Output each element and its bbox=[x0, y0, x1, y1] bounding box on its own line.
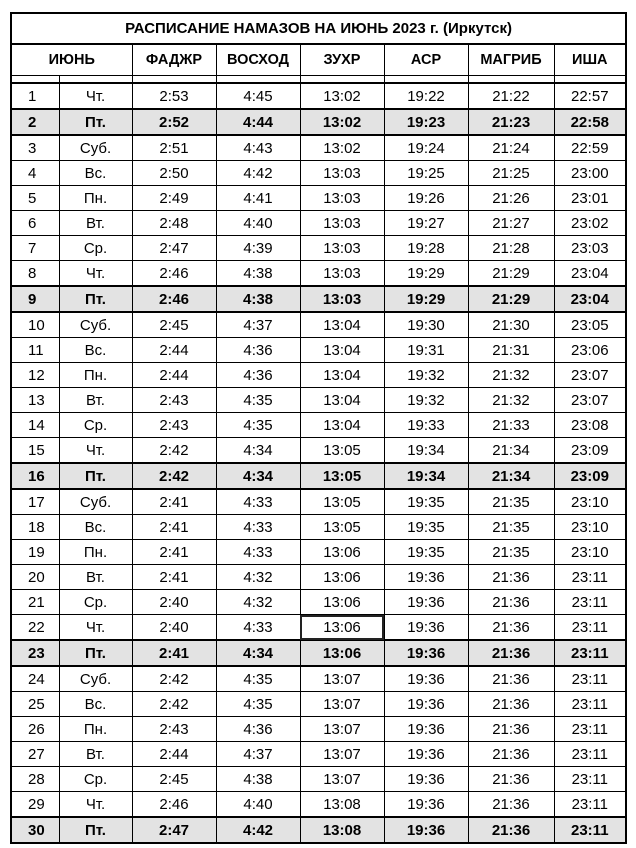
day-number-cell[interactable]: 16 bbox=[11, 463, 59, 489]
zuhr-time-cell[interactable]: 13:04 bbox=[300, 338, 384, 363]
isha-time-cell[interactable]: 23:08 bbox=[554, 413, 626, 438]
day-number-cell[interactable]: 2 bbox=[11, 109, 59, 135]
weekday-cell[interactable]: Вт. bbox=[59, 565, 132, 590]
fajr-time-cell[interactable]: 2:44 bbox=[132, 363, 216, 388]
zuhr-time-cell[interactable]: 13:07 bbox=[300, 692, 384, 717]
table-row bbox=[11, 135, 626, 161]
header-spacer-cell[interactable] bbox=[554, 76, 626, 84]
fajr-time-cell[interactable]: 2:41 bbox=[132, 640, 216, 666]
zuhr-time-cell[interactable]: 13:04 bbox=[300, 312, 384, 338]
weekday-cell[interactable]: Пн. bbox=[59, 363, 132, 388]
day-number-cell[interactable]: 14 bbox=[11, 413, 59, 438]
isha-time-cell[interactable]: 23:11 bbox=[554, 666, 626, 692]
asr-time-cell[interactable]: 19:36 bbox=[384, 742, 468, 767]
sunrise-time-cell[interactable]: 4:40 bbox=[216, 211, 300, 236]
weekday-cell[interactable]: Суб. bbox=[59, 666, 132, 692]
isha-time-cell[interactable]: 23:04 bbox=[554, 286, 626, 312]
zuhr-time-cell[interactable]: 13:05 bbox=[300, 438, 384, 464]
day-number-cell[interactable]: 26 bbox=[11, 717, 59, 742]
isha-time-cell[interactable]: 23:11 bbox=[554, 640, 626, 666]
column-header-maghrib[interactable]: МАГРИБ bbox=[468, 44, 554, 76]
zuhr-time-cell[interactable]: 13:07 bbox=[300, 742, 384, 767]
weekday-cell[interactable]: Пт. bbox=[59, 109, 132, 135]
day-number-cell[interactable]: 25 bbox=[11, 692, 59, 717]
zuhr-time-cell[interactable]: 13:02 bbox=[300, 109, 384, 135]
day-number-cell[interactable]: 11 bbox=[11, 338, 59, 363]
asr-time-cell[interactable]: 19:36 bbox=[384, 565, 468, 590]
zuhr-time-cell[interactable]: 13:04 bbox=[300, 413, 384, 438]
weekday-cell[interactable]: Вс. bbox=[59, 692, 132, 717]
table-row bbox=[11, 666, 626, 692]
zuhr-time-cell[interactable]: 13:04 bbox=[300, 363, 384, 388]
asr-time-cell[interactable]: 19:35 bbox=[384, 540, 468, 565]
table-row bbox=[11, 388, 626, 413]
table-row bbox=[11, 338, 626, 363]
sunrise-time-cell[interactable]: 4:36 bbox=[216, 363, 300, 388]
asr-time-cell[interactable]: 19:24 bbox=[384, 135, 468, 161]
sunrise-time-cell[interactable]: 4:45 bbox=[216, 83, 300, 109]
weekday-cell[interactable]: Пт. bbox=[59, 286, 132, 312]
day-number-cell[interactable]: 7 bbox=[11, 236, 59, 261]
day-number-cell[interactable]: 21 bbox=[11, 590, 59, 615]
table-row bbox=[11, 717, 626, 742]
isha-time-cell[interactable]: 23:11 bbox=[554, 792, 626, 818]
asr-time-cell[interactable]: 19:31 bbox=[384, 338, 468, 363]
sunrise-time-cell[interactable]: 4:38 bbox=[216, 767, 300, 792]
table-row bbox=[11, 236, 626, 261]
maghrib-time-cell[interactable]: 21:35 bbox=[468, 540, 554, 565]
sunrise-time-cell[interactable]: 4:32 bbox=[216, 565, 300, 590]
isha-time-cell[interactable]: 23:05 bbox=[554, 312, 626, 338]
sunrise-time-cell[interactable]: 4:33 bbox=[216, 489, 300, 515]
isha-time-cell[interactable]: 23:11 bbox=[554, 742, 626, 767]
asr-time-cell[interactable]: 19:29 bbox=[384, 261, 468, 287]
asr-time-cell[interactable]: 19:22 bbox=[384, 83, 468, 109]
sunrise-time-cell[interactable]: 4:32 bbox=[216, 590, 300, 615]
fajr-time-cell[interactable]: 2:42 bbox=[132, 438, 216, 464]
column-header-fajr[interactable]: ФАДЖР bbox=[132, 44, 216, 76]
weekday-cell[interactable]: Вс. bbox=[59, 515, 132, 540]
asr-time-cell[interactable]: 19:34 bbox=[384, 463, 468, 489]
header-spacer-cell[interactable] bbox=[468, 76, 554, 84]
asr-time-cell[interactable]: 19:36 bbox=[384, 692, 468, 717]
isha-time-cell[interactable]: 23:11 bbox=[554, 565, 626, 590]
prayer-schedule-table bbox=[10, 12, 627, 844]
fajr-time-cell[interactable]: 2:41 bbox=[132, 489, 216, 515]
table-row bbox=[11, 615, 626, 641]
table-row bbox=[11, 565, 626, 590]
day-number-cell[interactable]: 22 bbox=[11, 615, 59, 641]
header-spacer-cell[interactable] bbox=[59, 76, 132, 84]
fajr-time-cell[interactable]: 2:46 bbox=[132, 286, 216, 312]
header-spacer-cell[interactable] bbox=[300, 76, 384, 84]
weekday-cell[interactable]: Пт. bbox=[59, 817, 132, 843]
asr-time-cell[interactable]: 19:36 bbox=[384, 817, 468, 843]
sunrise-time-cell[interactable]: 4:38 bbox=[216, 261, 300, 287]
table-row-friday bbox=[11, 109, 626, 135]
table-row bbox=[11, 413, 626, 438]
asr-time-cell[interactable]: 19:28 bbox=[384, 236, 468, 261]
asr-time-cell[interactable]: 19:25 bbox=[384, 161, 468, 186]
maghrib-time-cell[interactable]: 21:29 bbox=[468, 261, 554, 287]
weekday-cell[interactable]: Ср. bbox=[59, 590, 132, 615]
sunrise-time-cell[interactable]: 4:42 bbox=[216, 817, 300, 843]
zuhr-time-cell[interactable]: 13:08 bbox=[300, 817, 384, 843]
sunrise-time-cell[interactable]: 4:40 bbox=[216, 792, 300, 818]
isha-time-cell[interactable]: 23:09 bbox=[554, 438, 626, 464]
zuhr-time-cell[interactable]: 13:05 bbox=[300, 489, 384, 515]
column-header-month[interactable]: ИЮНЬ bbox=[11, 44, 132, 76]
zuhr-time-cell[interactable]: 13:03 bbox=[300, 286, 384, 312]
day-number-cell[interactable]: 1 bbox=[11, 83, 59, 109]
day-number-cell[interactable]: 6 bbox=[11, 211, 59, 236]
maghrib-time-cell[interactable]: 21:36 bbox=[468, 792, 554, 818]
table-row-friday bbox=[11, 817, 626, 843]
weekday-cell[interactable]: Чт. bbox=[59, 615, 132, 641]
sunrise-time-cell[interactable]: 4:44 bbox=[216, 109, 300, 135]
maghrib-time-cell[interactable]: 21:22 bbox=[468, 83, 554, 109]
column-header-asr[interactable]: АСР bbox=[384, 44, 468, 76]
isha-time-cell[interactable]: 23:09 bbox=[554, 463, 626, 489]
maghrib-time-cell[interactable]: 21:28 bbox=[468, 236, 554, 261]
weekday-cell[interactable]: Пн. bbox=[59, 186, 132, 211]
weekday-cell[interactable]: Пт. bbox=[59, 463, 132, 489]
zuhr-time-cell[interactable]: 13:02 bbox=[300, 135, 384, 161]
header-spacer-cell[interactable] bbox=[216, 76, 300, 84]
day-number-cell[interactable]: 9 bbox=[11, 286, 59, 312]
column-header-sunrise[interactable]: ВОСХОД bbox=[216, 44, 300, 76]
sunrise-time-cell[interactable]: 4:33 bbox=[216, 515, 300, 540]
isha-time-cell[interactable]: 23:11 bbox=[554, 615, 626, 641]
weekday-cell[interactable]: Чт. bbox=[59, 792, 132, 818]
sunrise-time-cell[interactable]: 4:37 bbox=[216, 742, 300, 767]
fajr-time-cell[interactable]: 2:50 bbox=[132, 161, 216, 186]
fajr-time-cell[interactable]: 2:45 bbox=[132, 767, 216, 792]
isha-time-cell[interactable]: 23:07 bbox=[554, 363, 626, 388]
table-row bbox=[11, 186, 626, 211]
table-row bbox=[11, 83, 626, 109]
isha-time-cell[interactable]: 23:07 bbox=[554, 388, 626, 413]
day-number-cell[interactable]: 10 bbox=[11, 312, 59, 338]
column-header-isha[interactable]: ИША bbox=[554, 44, 626, 76]
asr-time-cell[interactable]: 19:35 bbox=[384, 515, 468, 540]
table-row bbox=[11, 363, 626, 388]
table-row bbox=[11, 767, 626, 792]
table-row bbox=[11, 161, 626, 186]
isha-time-cell[interactable]: 23:03 bbox=[554, 236, 626, 261]
day-number-cell[interactable]: 18 bbox=[11, 515, 59, 540]
day-number-cell[interactable]: 24 bbox=[11, 666, 59, 692]
table-row-friday bbox=[11, 286, 626, 312]
maghrib-time-cell[interactable]: 21:32 bbox=[468, 363, 554, 388]
fajr-time-cell[interactable]: 2:41 bbox=[132, 565, 216, 590]
weekday-cell[interactable]: Ср. bbox=[59, 767, 132, 792]
weekday-cell[interactable]: Пн. bbox=[59, 540, 132, 565]
day-number-cell[interactable]: 13 bbox=[11, 388, 59, 413]
zuhr-time-cell[interactable]: 13:06 bbox=[300, 590, 384, 615]
table-row bbox=[11, 792, 626, 818]
maghrib-time-cell[interactable]: 21:31 bbox=[468, 338, 554, 363]
asr-time-cell[interactable]: 19:27 bbox=[384, 211, 468, 236]
fajr-time-cell[interactable]: 2:52 bbox=[132, 109, 216, 135]
weekday-cell[interactable]: Вс. bbox=[59, 338, 132, 363]
maghrib-time-cell[interactable]: 21:35 bbox=[468, 515, 554, 540]
zuhr-time-cell[interactable]: 13:03 bbox=[300, 261, 384, 287]
asr-time-cell[interactable]: 19:30 bbox=[384, 312, 468, 338]
maghrib-time-cell[interactable]: 21:36 bbox=[468, 767, 554, 792]
isha-time-cell[interactable]: 23:11 bbox=[554, 692, 626, 717]
fajr-time-cell[interactable]: 2:42 bbox=[132, 692, 216, 717]
maghrib-time-cell[interactable]: 21:36 bbox=[468, 817, 554, 843]
zuhr-time-cell[interactable]: 13:05 bbox=[300, 515, 384, 540]
table-row bbox=[11, 590, 626, 615]
zuhr-time-cell[interactable]: 13:03 bbox=[300, 236, 384, 261]
fajr-time-cell[interactable]: 2:46 bbox=[132, 792, 216, 818]
isha-time-cell[interactable]: 23:06 bbox=[554, 338, 626, 363]
isha-time-cell[interactable]: 23:11 bbox=[554, 590, 626, 615]
fajr-time-cell[interactable]: 2:47 bbox=[132, 236, 216, 261]
sunrise-time-cell[interactable]: 4:33 bbox=[216, 540, 300, 565]
sunrise-time-cell[interactable]: 4:36 bbox=[216, 717, 300, 742]
isha-time-cell[interactable]: 23:11 bbox=[554, 817, 626, 843]
zuhr-time-cell[interactable]: 13:03 bbox=[300, 186, 384, 211]
isha-time-cell[interactable]: 23:11 bbox=[554, 767, 626, 792]
maghrib-time-cell[interactable]: 21:26 bbox=[468, 186, 554, 211]
header-spacer-cell[interactable] bbox=[132, 76, 216, 84]
weekday-cell[interactable]: Чт. bbox=[59, 438, 132, 464]
table-row bbox=[11, 540, 626, 565]
zuhr-time-cell[interactable]: 13:07 bbox=[300, 666, 384, 692]
day-number-cell[interactable]: 20 bbox=[11, 565, 59, 590]
zuhr-time-cell[interactable]: 13:07 bbox=[300, 767, 384, 792]
zuhr-time-cell[interactable]: 13:06 bbox=[300, 540, 384, 565]
isha-time-cell[interactable]: 23:00 bbox=[554, 161, 626, 186]
selected-cell[interactable]: 13:06 bbox=[300, 615, 384, 641]
weekday-cell[interactable]: Суб. bbox=[59, 489, 132, 515]
zuhr-time-cell[interactable]: 13:03 bbox=[300, 211, 384, 236]
day-number-cell[interactable]: 8 bbox=[11, 261, 59, 287]
fajr-time-cell[interactable]: 2:41 bbox=[132, 515, 216, 540]
sunrise-time-cell[interactable]: 4:38 bbox=[216, 286, 300, 312]
asr-time-cell[interactable]: 19:36 bbox=[384, 792, 468, 818]
weekday-cell[interactable]: Вт. bbox=[59, 742, 132, 767]
sunrise-time-cell[interactable]: 4:41 bbox=[216, 186, 300, 211]
table-row bbox=[11, 438, 626, 464]
fajr-time-cell[interactable]: 2:46 bbox=[132, 261, 216, 287]
maghrib-time-cell[interactable]: 21:35 bbox=[468, 489, 554, 515]
day-number-cell[interactable]: 30 bbox=[11, 817, 59, 843]
maghrib-time-cell[interactable]: 21:36 bbox=[468, 742, 554, 767]
sunrise-time-cell[interactable]: 4:34 bbox=[216, 640, 300, 666]
isha-time-cell[interactable]: 23:10 bbox=[554, 540, 626, 565]
isha-time-cell[interactable]: 23:11 bbox=[554, 717, 626, 742]
sunrise-time-cell[interactable]: 4:33 bbox=[216, 615, 300, 641]
asr-time-cell[interactable]: 19:36 bbox=[384, 717, 468, 742]
day-number-cell[interactable]: 19 bbox=[11, 540, 59, 565]
isha-time-cell[interactable]: 23:04 bbox=[554, 261, 626, 287]
asr-time-cell[interactable]: 19:36 bbox=[384, 615, 468, 641]
table-row bbox=[11, 489, 626, 515]
table-row-friday bbox=[11, 463, 626, 489]
maghrib-time-cell[interactable]: 21:33 bbox=[468, 413, 554, 438]
weekday-cell[interactable]: Пт. bbox=[59, 640, 132, 666]
weekday-cell[interactable]: Вс. bbox=[59, 161, 132, 186]
maghrib-time-cell[interactable]: 21:25 bbox=[468, 161, 554, 186]
fajr-time-cell[interactable]: 2:49 bbox=[132, 186, 216, 211]
fajr-time-cell[interactable]: 2:42 bbox=[132, 463, 216, 489]
asr-time-cell[interactable]: 19:26 bbox=[384, 186, 468, 211]
asr-time-cell[interactable]: 19:36 bbox=[384, 640, 468, 666]
fajr-time-cell[interactable]: 2:47 bbox=[132, 817, 216, 843]
table-row-friday bbox=[11, 640, 626, 666]
maghrib-time-cell[interactable]: 21:36 bbox=[468, 692, 554, 717]
weekday-cell[interactable]: Чт. bbox=[59, 83, 132, 109]
sunrise-time-cell[interactable]: 4:35 bbox=[216, 413, 300, 438]
weekday-cell[interactable]: Вт. bbox=[59, 388, 132, 413]
header-spacer-cell[interactable] bbox=[384, 76, 468, 84]
zuhr-time-cell[interactable]: 13:06 bbox=[300, 565, 384, 590]
day-number-cell[interactable]: 17 bbox=[11, 489, 59, 515]
sunrise-time-cell[interactable]: 4:36 bbox=[216, 338, 300, 363]
day-number-cell[interactable]: 4 bbox=[11, 161, 59, 186]
day-number-cell[interactable]: 15 bbox=[11, 438, 59, 464]
sunrise-time-cell[interactable]: 4:35 bbox=[216, 388, 300, 413]
isha-time-cell[interactable]: 22:58 bbox=[554, 109, 626, 135]
isha-time-cell[interactable]: 23:10 bbox=[554, 489, 626, 515]
fajr-time-cell[interactable]: 2:44 bbox=[132, 742, 216, 767]
zuhr-time-cell[interactable]: 13:06 bbox=[300, 640, 384, 666]
table-row bbox=[11, 515, 626, 540]
asr-time-cell[interactable]: 19:33 bbox=[384, 413, 468, 438]
sunrise-time-cell[interactable]: 4:37 bbox=[216, 312, 300, 338]
fajr-time-cell[interactable]: 2:53 bbox=[132, 83, 216, 109]
weekday-cell[interactable]: Пн. bbox=[59, 717, 132, 742]
table-row bbox=[11, 211, 626, 236]
isha-time-cell[interactable]: 23:02 bbox=[554, 211, 626, 236]
weekday-cell[interactable]: Чт. bbox=[59, 261, 132, 287]
day-number-cell[interactable]: 29 bbox=[11, 792, 59, 818]
isha-time-cell[interactable]: 22:57 bbox=[554, 83, 626, 109]
day-number-cell[interactable]: 12 bbox=[11, 363, 59, 388]
sunrise-time-cell[interactable]: 4:42 bbox=[216, 161, 300, 186]
weekday-cell[interactable]: Суб. bbox=[59, 312, 132, 338]
maghrib-time-cell[interactable]: 21:32 bbox=[468, 388, 554, 413]
asr-time-cell[interactable]: 19:36 bbox=[384, 767, 468, 792]
maghrib-time-cell[interactable]: 21:36 bbox=[468, 666, 554, 692]
zuhr-time-cell[interactable]: 13:02 bbox=[300, 83, 384, 109]
fajr-time-cell[interactable]: 2:42 bbox=[132, 666, 216, 692]
maghrib-time-cell[interactable]: 21:36 bbox=[468, 615, 554, 641]
asr-time-cell[interactable]: 19:36 bbox=[384, 666, 468, 692]
sunrise-time-cell[interactable]: 4:35 bbox=[216, 692, 300, 717]
table-title[interactable]: РАСПИСАНИЕ НАМАЗОВ НА ИЮНЬ 2023 г. (Иркутск) bbox=[11, 13, 626, 44]
day-number-cell[interactable]: 23 bbox=[11, 640, 59, 666]
fajr-time-cell[interactable]: 2:40 bbox=[132, 615, 216, 641]
day-number-cell[interactable]: 5 bbox=[11, 186, 59, 211]
sunrise-time-cell[interactable]: 4:43 bbox=[216, 135, 300, 161]
fajr-time-cell[interactable]: 2:40 bbox=[132, 590, 216, 615]
fajr-time-cell[interactable]: 2:41 bbox=[132, 540, 216, 565]
fajr-time-cell[interactable]: 2:51 bbox=[132, 135, 216, 161]
isha-time-cell[interactable]: 23:10 bbox=[554, 515, 626, 540]
asr-time-cell[interactable]: 19:32 bbox=[384, 363, 468, 388]
day-number-cell[interactable]: 27 bbox=[11, 742, 59, 767]
column-header-zuhr[interactable]: ЗУХР bbox=[300, 44, 384, 76]
schedule-rows bbox=[11, 83, 626, 843]
maghrib-time-cell[interactable]: 21:30 bbox=[468, 312, 554, 338]
asr-time-cell[interactable]: 19:23 bbox=[384, 109, 468, 135]
sunrise-time-cell[interactable]: 4:35 bbox=[216, 666, 300, 692]
zuhr-time-cell[interactable]: 13:03 bbox=[300, 161, 384, 186]
maghrib-time-cell[interactable]: 21:34 bbox=[468, 438, 554, 464]
table-row bbox=[11, 261, 626, 287]
asr-time-cell[interactable]: 19:29 bbox=[384, 286, 468, 312]
day-number-cell[interactable]: 28 bbox=[11, 767, 59, 792]
zuhr-time-cell[interactable]: 13:05 bbox=[300, 463, 384, 489]
fajr-time-cell[interactable]: 2:43 bbox=[132, 413, 216, 438]
weekday-cell[interactable]: Ср. bbox=[59, 413, 132, 438]
zuhr-time-cell[interactable]: 13:08 bbox=[300, 792, 384, 818]
day-number-cell[interactable]: 3 bbox=[11, 135, 59, 161]
asr-time-cell[interactable]: 19:36 bbox=[384, 590, 468, 615]
sunrise-time-cell[interactable]: 4:34 bbox=[216, 463, 300, 489]
sunrise-time-cell[interactable]: 4:39 bbox=[216, 236, 300, 261]
asr-time-cell[interactable]: 19:34 bbox=[384, 438, 468, 464]
fajr-time-cell[interactable]: 2:43 bbox=[132, 717, 216, 742]
maghrib-time-cell[interactable]: 21:23 bbox=[468, 109, 554, 135]
maghrib-time-cell[interactable]: 21:36 bbox=[468, 640, 554, 666]
maghrib-time-cell[interactable]: 21:36 bbox=[468, 565, 554, 590]
maghrib-time-cell[interactable]: 21:29 bbox=[468, 286, 554, 312]
fajr-time-cell[interactable]: 2:45 bbox=[132, 312, 216, 338]
table-row bbox=[11, 312, 626, 338]
table-row bbox=[11, 692, 626, 717]
maghrib-time-cell[interactable]: 21:36 bbox=[468, 717, 554, 742]
isha-time-cell[interactable]: 22:59 bbox=[554, 135, 626, 161]
sunrise-time-cell[interactable]: 4:34 bbox=[216, 438, 300, 464]
header-spacer-cell[interactable] bbox=[11, 76, 59, 84]
maghrib-time-cell[interactable]: 21:27 bbox=[468, 211, 554, 236]
asr-time-cell[interactable]: 19:35 bbox=[384, 489, 468, 515]
weekday-cell[interactable]: Ср. bbox=[59, 236, 132, 261]
asr-time-cell[interactable]: 19:32 bbox=[384, 388, 468, 413]
weekday-cell[interactable]: Суб. bbox=[59, 135, 132, 161]
table-row bbox=[11, 742, 626, 767]
maghrib-time-cell[interactable]: 21:36 bbox=[468, 590, 554, 615]
zuhr-time-cell[interactable]: 13:04 bbox=[300, 388, 384, 413]
fajr-time-cell[interactable]: 2:43 bbox=[132, 388, 216, 413]
isha-time-cell[interactable]: 23:01 bbox=[554, 186, 626, 211]
zuhr-time-cell[interactable]: 13:07 bbox=[300, 717, 384, 742]
maghrib-time-cell[interactable]: 21:34 bbox=[468, 463, 554, 489]
weekday-cell[interactable]: Вт. bbox=[59, 211, 132, 236]
fajr-time-cell[interactable]: 2:44 bbox=[132, 338, 216, 363]
fajr-time-cell[interactable]: 2:48 bbox=[132, 211, 216, 236]
maghrib-time-cell[interactable]: 21:24 bbox=[468, 135, 554, 161]
